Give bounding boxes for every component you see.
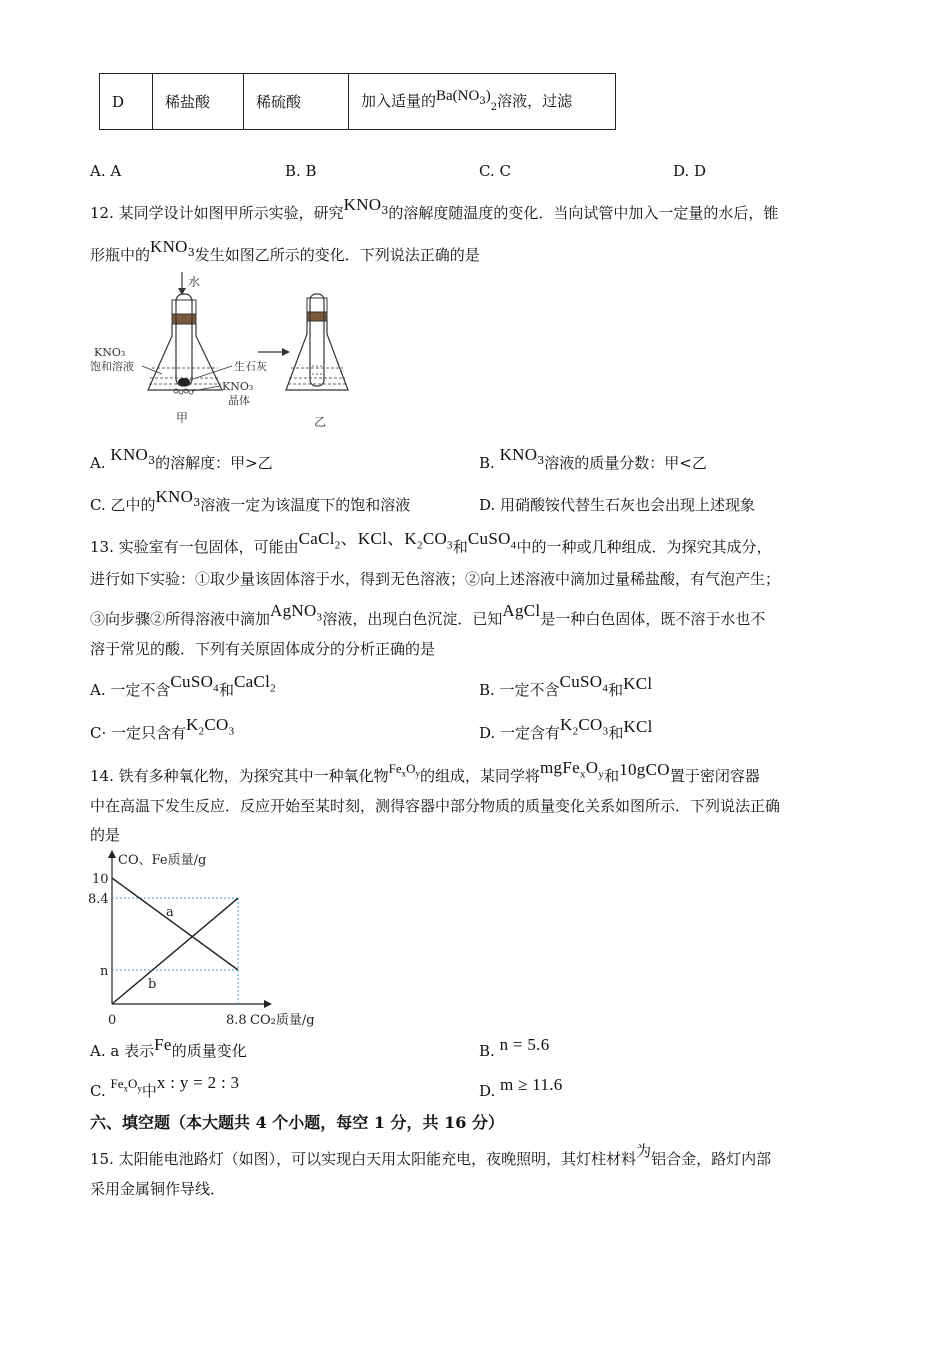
y-tick-label: n: [100, 964, 109, 979]
crystal-label: 晶体: [228, 394, 250, 407]
q14-option-b[interactable]: B. n = 5.6: [479, 1035, 550, 1060]
q13-stem-line1: 13. 实验室有一包固体，可能由CaCl$_2$、KCl、$K_2CO_3$和CuSO$_4$中的一种或几种组成．为探究其成分，: [90, 529, 772, 556]
crystal-formula-label: KNO₃: [222, 380, 254, 393]
q13-option-c[interactable]: C· 一定只含有$K_2CO_3$: [90, 715, 235, 742]
impurity-cell: 稀硫酸: [244, 74, 349, 130]
quicklime-label: 生石灰: [234, 360, 267, 373]
jia-label: 甲: [176, 411, 189, 425]
flask-diagram: [90, 270, 350, 430]
answer-table: [99, 73, 616, 130]
section-heading: 六、填空题（本大题共 4 个小题，每空 1 分，共 16 分）: [90, 1113, 504, 1132]
water-label: 水: [188, 275, 201, 289]
series-line-a: [112, 878, 238, 970]
y-axis-label: CO、Fe质量/g: [118, 853, 207, 868]
method-cell: 加入适量的$Ba(NO_3)_2$溶液，过滤: [349, 74, 616, 130]
q11-option-d[interactable]: D. D: [673, 162, 707, 180]
q13-stem-line3: ③向步骤②所得溶液中滴加AgNO$_3$溶液，出现白色沉淀．已知AgCl是一种白色固体，既不溶于水也不: [90, 601, 766, 628]
q12-option-d[interactable]: D. 用硝酸铵代替生石灰也会出现上述现象: [479, 496, 756, 514]
series-label-b: b: [148, 977, 157, 992]
q11-option-b[interactable]: B. B: [285, 162, 317, 180]
q14-stem-line2: 中在高温下发生反应．反应开始至某时刻，测得容器中部分物质的质量变化关系如图所示．下列说法正确: [90, 797, 781, 815]
q15-stem-line1: 15. 太阳能电池路灯（如图），可以实现白天用太阳能充电，夜晚照明，其灯柱材料为铝合金，路灯内部: [90, 1142, 772, 1168]
q11-option-c[interactable]: C. C: [479, 162, 511, 180]
q14-stem-line1: 14. 铁有多种氧化物，为探究其中一种氧化物$Fe_xO_y$的组成，某同学将$mgFe_xO_y$和10gCO置于密闭容器: [90, 758, 760, 785]
kno3-label: KNO₃: [94, 346, 126, 359]
flask-jia: [148, 294, 222, 394]
q14-option-c[interactable]: C. $Fe_xO_y$中x : y = 2 : 3: [90, 1073, 240, 1100]
q12-stem-line1: 12. 某同学设计如图甲所示实验，研究$KNO_3$的溶解度随温度的变化．当向试管中加入一定量的水后，锥: [90, 195, 779, 222]
table-row: [100, 74, 616, 130]
flask-yi: [286, 294, 348, 390]
saturated-solution-label: 饱和溶液: [90, 360, 134, 373]
q12-stem-line2: 形瓶中的$KNO_3$发生如图乙所示的变化．下列说法正确的是: [90, 237, 480, 264]
q13-option-d[interactable]: D. 一定含有$K_2CO_3$和KCl: [479, 715, 653, 742]
quicklime-lump: [178, 378, 190, 386]
q14-stem-line3: 的是: [90, 826, 121, 844]
y-axis-arrow: [108, 850, 116, 858]
x-tick-label: 0: [108, 1013, 117, 1028]
q13-option-a[interactable]: A. 一定不含CuSO$_4$和CaCl$_2$: [90, 672, 276, 699]
q11-option-a[interactable]: A. A: [90, 162, 122, 180]
series-line-b: [112, 898, 238, 1004]
q12-option-b[interactable]: B. $KNO_3$溶液的质量分数：甲<乙: [479, 445, 707, 472]
q13-stem-line4: 溶于常见的酸．下列有关原固体成分的分析正确的是: [90, 640, 436, 658]
chart-lines: [112, 878, 238, 1004]
mass-change-chart: [88, 848, 338, 1028]
y-tick-label: 10: [92, 872, 109, 887]
q15-stem-line2: 采用金属铜作导线．: [90, 1180, 226, 1198]
row-letter: D: [100, 74, 153, 130]
q13-stem-line2: 进行如下实验：①取少量该固体溶于水，得到无色溶液；②向上述溶液中滴加过量稀盐酸，有气泡产生；: [90, 570, 781, 588]
q13-option-b[interactable]: B. 一定不含CuSO$_4$和KCl: [479, 672, 653, 699]
x-tick-label: 8.8: [226, 1013, 247, 1028]
test-tube: [176, 294, 192, 386]
q12-option-c[interactable]: C. 乙中的$KNO_3$溶液一定为该温度下的饱和溶液: [90, 487, 411, 514]
reagent-cell: 稀盐酸: [153, 74, 244, 130]
q14-option-a[interactable]: A. a 表示Fe的质量变化: [90, 1035, 247, 1060]
x-axis-label: CO₂质量/g: [250, 1013, 315, 1028]
q12-option-a[interactable]: A. $KNO_3$的溶解度：甲>乙: [90, 445, 273, 472]
y-tick-label: 8.4: [88, 892, 109, 908]
x-axis-arrow: [264, 1000, 272, 1008]
yi-label: 乙: [314, 415, 327, 429]
q14-option-d[interactable]: D. m ≥ 11.6: [479, 1075, 563, 1100]
series-label-a: a: [166, 905, 174, 920]
